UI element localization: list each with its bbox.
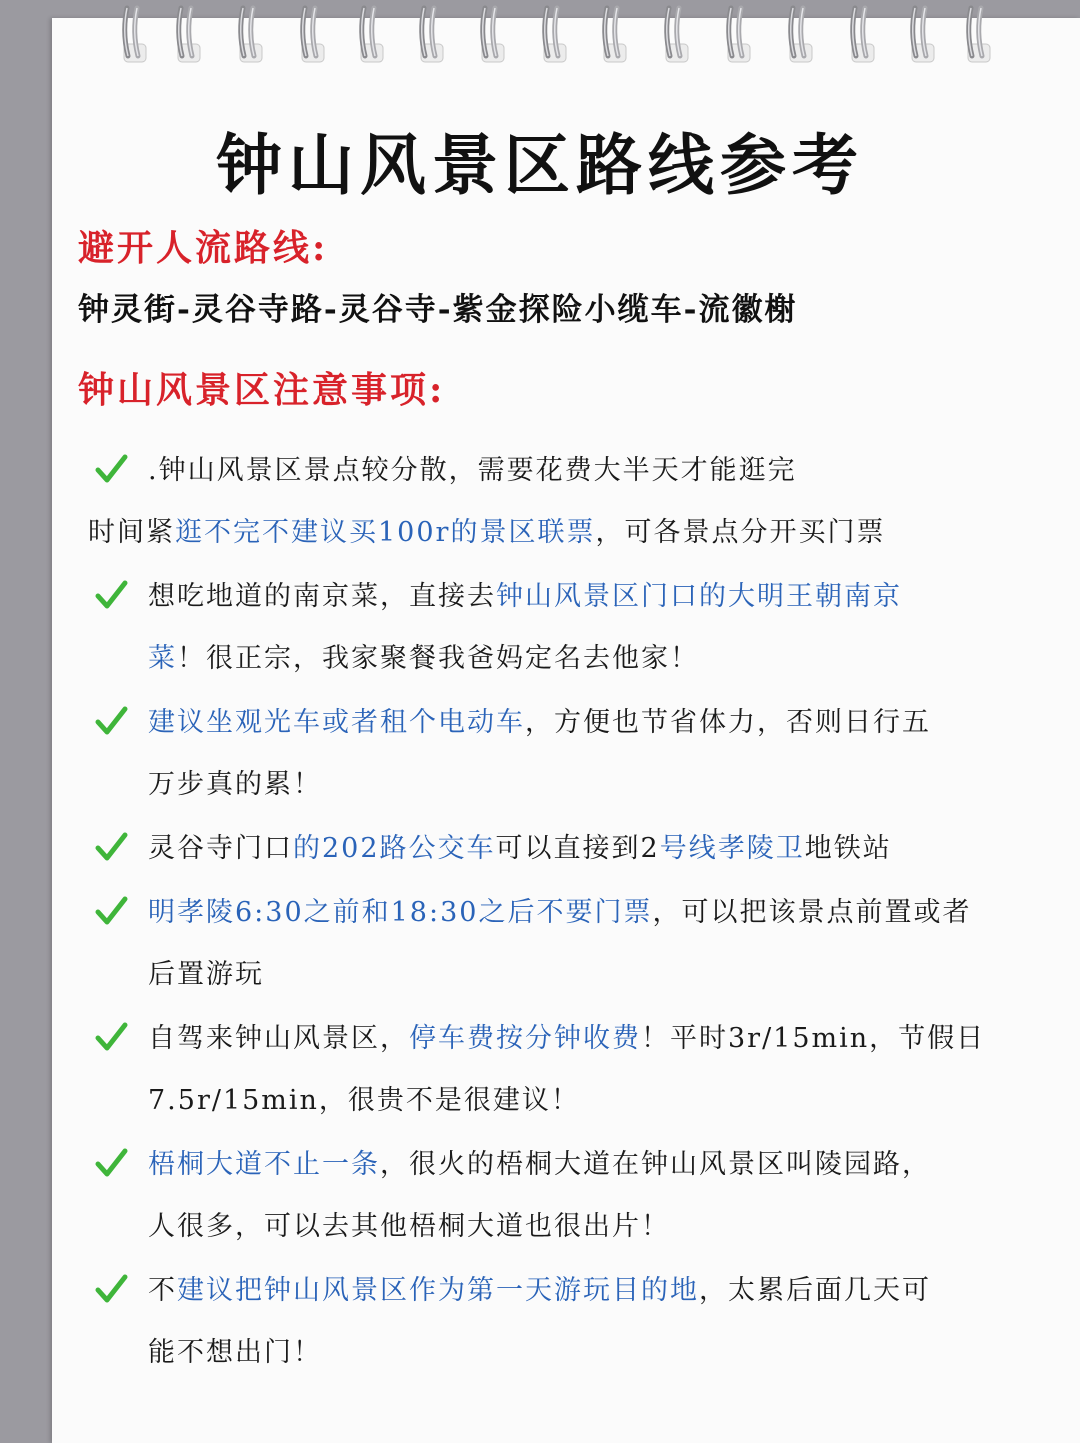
highlight-text: 停车费按分钟收费	[409, 1023, 641, 1054]
highlight-text: 钟山风景区门口的大明王朝南京	[496, 581, 902, 612]
page-title: 钟山风景区路线参考	[216, 126, 864, 204]
note-line	[148, 448, 797, 487]
note-text: 能不想出门！	[148, 1337, 322, 1368]
spiral-coil	[476, 2, 510, 68]
note-text: 人很多，可以去其他梧桐大道也很出片！	[148, 1211, 670, 1242]
spiral-coil	[355, 2, 389, 68]
note-text: 可以直接到2	[495, 833, 660, 864]
note-line	[148, 826, 892, 865]
note-text: ，可各景点分开买门票	[595, 517, 886, 548]
check-icon	[94, 1146, 128, 1180]
spiral-coil	[172, 2, 206, 68]
note-text: 万步真的累！	[148, 769, 322, 800]
note-text: ，可以把该景点前置或者	[652, 897, 972, 928]
spiral-coil	[598, 2, 632, 68]
note-line	[148, 1016, 985, 1055]
check-icon	[94, 704, 128, 738]
note-line	[148, 1204, 670, 1243]
note-line	[148, 1078, 580, 1117]
note-text: .钟山风景区景点较分散，需要花费大半天才能逛完	[148, 455, 797, 486]
note-text: 自驾来钟山风景区，	[148, 1023, 409, 1054]
spiral-coil	[660, 2, 694, 68]
check-icon	[94, 578, 128, 612]
note-line	[148, 636, 699, 675]
check-icon	[94, 1272, 128, 1306]
highlight-text: 建议把钟山风景区作为第一天游玩目的地	[177, 1275, 699, 1306]
note-text: 时间紧	[88, 517, 175, 548]
note-line	[148, 574, 902, 613]
highlight-text: 逛不完不建议买100r的景区联票	[175, 517, 596, 548]
note-text: ！很正宗，我家聚餐我爸妈定名去他家！	[177, 643, 699, 674]
note-text: 想吃地道的南京菜，直接去	[148, 581, 496, 612]
highlight-text: 的202路公交车	[293, 833, 496, 864]
note-text: ！平时3r/15min，节假日	[641, 1023, 986, 1054]
spiral-coil	[296, 2, 330, 68]
spiral-coil	[962, 2, 996, 68]
highlight-text: 建议坐观光车或者租个电动车	[148, 707, 525, 738]
check-icon	[94, 894, 128, 928]
highlight-text: 梧桐大道不止一条	[148, 1149, 380, 1180]
spiral-coil	[846, 2, 880, 68]
avoid-crowd-heading: 避开人流路线:	[78, 227, 329, 269]
route-text: 钟灵街-灵谷寺路-灵谷寺-紫金探险小缆车-流徽榭	[78, 292, 798, 328]
spiral-coil	[234, 2, 268, 68]
note-text: ，方便也节省体力，否则日行五	[525, 707, 931, 738]
highlight-text: 菜	[148, 643, 177, 674]
spiral-coil	[415, 2, 449, 68]
note-line	[148, 700, 931, 739]
note-line	[148, 890, 971, 929]
note-line	[88, 510, 885, 549]
note-line	[148, 1142, 931, 1181]
spiral-coil	[784, 2, 818, 68]
spiral-coil	[722, 2, 756, 68]
note-text: 后置游玩	[148, 959, 264, 990]
highlight-text: 明孝陵6:30之前和18:30之后不要门票	[148, 897, 653, 928]
spiral-coil	[118, 2, 152, 68]
note-text: 不	[148, 1275, 177, 1306]
check-icon	[94, 452, 128, 486]
spiral-binding	[0, 0, 1080, 72]
note-line	[148, 1330, 322, 1369]
note-text: ，太累后面几天可	[699, 1275, 931, 1306]
note-text: 地铁站	[804, 833, 892, 864]
highlight-text: 号线孝陵卫	[659, 833, 805, 864]
check-icon	[94, 1020, 128, 1054]
note-line	[148, 1268, 931, 1307]
note-line	[148, 952, 264, 991]
spiral-coil	[906, 2, 940, 68]
check-icon	[94, 830, 128, 864]
spiral-coil	[538, 2, 572, 68]
notes-heading: 钟山风景区注意事项:	[78, 369, 446, 411]
note-line	[148, 762, 322, 801]
note-text: 灵谷寺门口	[148, 833, 293, 864]
note-text: 7.5r/15min，很贵不是很建议！	[148, 1085, 580, 1116]
note-text: ，很火的梧桐大道在钟山风景区叫陵园路，	[380, 1149, 931, 1180]
